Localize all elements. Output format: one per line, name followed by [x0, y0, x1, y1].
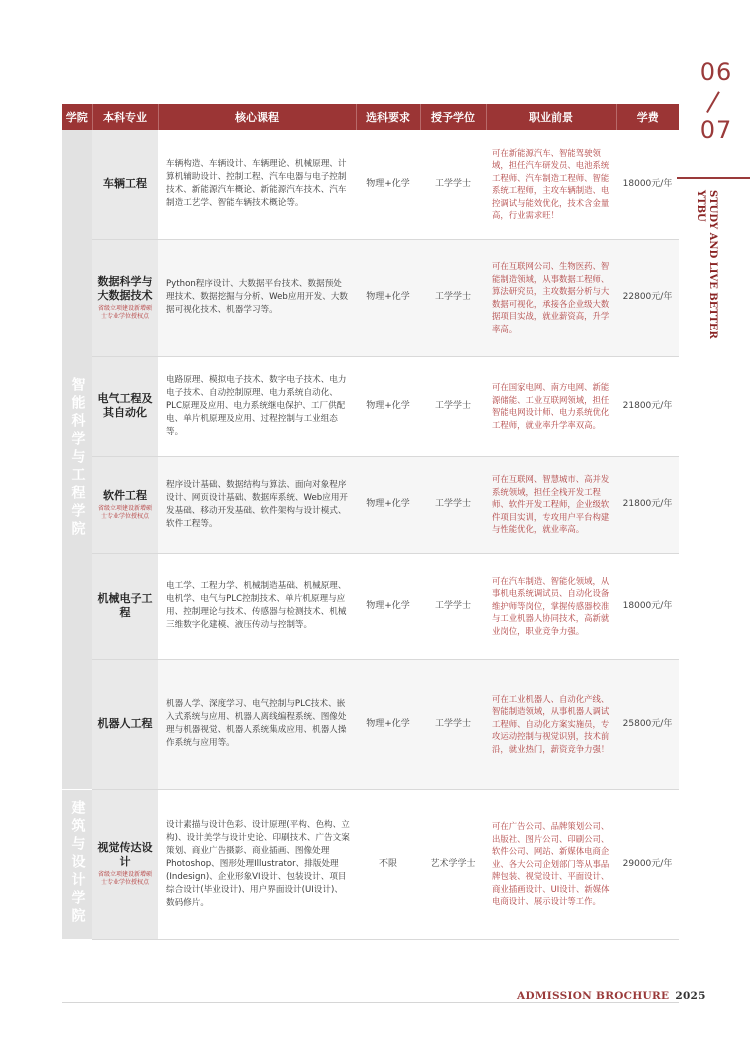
footer	[517, 990, 706, 1002]
table-row	[62, 789, 679, 939]
major-note: 省级立项建设新增硕士专业学位授权点	[97, 871, 152, 886]
header-requirement: 选科要求	[356, 104, 420, 130]
table-row	[62, 456, 679, 553]
header-college: 学院	[62, 104, 92, 130]
major-name: 车辆工程	[103, 177, 147, 191]
requirement-cell: 物理+化学	[356, 456, 420, 553]
footer-divider	[62, 1002, 679, 1003]
header-fee: 学费	[616, 104, 679, 130]
fee-cell: 18000元/年	[616, 553, 679, 659]
major-name: 机械电子工程	[97, 592, 153, 619]
side-text-study: STUDY AND LIVE BETTER	[707, 190, 718, 339]
fee-cell: 25800元/年	[616, 659, 679, 789]
degree-cell: 工学学士	[420, 456, 486, 553]
page-number-left: 06	[699, 58, 733, 86]
degree-cell: 艺术学学士	[420, 789, 486, 939]
table-row	[62, 239, 679, 356]
fee-cell: 22800元/年	[616, 239, 679, 356]
header-major: 本科专业	[92, 104, 158, 130]
side-tagline	[688, 190, 728, 410]
table-row	[62, 356, 679, 456]
degree-cell: 工学学士	[420, 659, 486, 789]
courses-cell: 程序设计基础、数据结构与算法、面向对象程序设计、网页设计基础、数据库系统、Web应用开发基础、移动开发基础、软件架构与设计模式、软件工程等。	[158, 456, 356, 553]
courses-cell: 设计素描与设计色彩、设计原理(平构、色构、立构)、设计美学与设计史论、印刷技术、广告文案策划、商业广告摄影、商业插画、图像处理Photoshop、图形处理Illustrator、排版处理(Indesign)、企业形象VI设计、包装设计、项目综合设计(毕业设计)、用户界面设计(UI设计)、数码修片。	[158, 789, 356, 939]
degree-cell: 工学学士	[420, 130, 486, 239]
requirement-cell: 物理+化学	[356, 130, 420, 239]
major-cell	[92, 239, 158, 356]
career-cell: 可在汽车制造、智能化领域，从事机电系统调试员、自动化设备维护师等岗位，掌握传感器校准与工业机器人协同技术，高新就业岗位，职业竞争力强。	[486, 553, 616, 659]
requirement-cell: 物理+化学	[356, 553, 420, 659]
degree-cell: 工学学士	[420, 553, 486, 659]
footer-label: ADMISSION BROCHURE	[517, 990, 670, 1002]
college-name: 建筑与设计学院	[69, 799, 86, 926]
career-cell: 可在国家电网、南方电网、新能源储能、工业互联网领域，担任智能电网设计师、电力系统优化工程师，就业率升学率双高。	[486, 356, 616, 456]
footer-year: 2025	[675, 990, 706, 1002]
major-cell	[92, 659, 158, 789]
college-cell	[62, 130, 92, 789]
college-cell	[62, 789, 92, 939]
requirement-cell: 物理+化学	[356, 239, 420, 356]
courses-cell: 电工学、工程力学、机械制造基础、机械原理、电机学、电气与PLC控制技术、单片机原理与应用、控制理论与技术、传感器与检测技术、机械三维数字化建模、液压传动与控制等。	[158, 553, 356, 659]
table-row	[62, 553, 679, 659]
fee-cell: 21800元/年	[616, 356, 679, 456]
table-row	[62, 130, 679, 239]
major-name: 数据科学与大数据技术	[97, 274, 153, 302]
major-name: 机器人工程	[97, 717, 153, 730]
major-name: 电气工程及其自动化	[97, 392, 153, 419]
career-cell: 可在广告公司、品牌策划公司、出版社、图片公司、印刷公司、软件公司、网站、新媒体电商企业、各大公司企划部门等从事品牌包装、视觉设计、平面设计、商业插画设计、UI设计、新媒体电商设计、展示设计等工作。	[486, 789, 616, 939]
page-number-divider	[706, 91, 719, 113]
courses-cell: Python程序设计、大数据平台技术、数据预处理技术、数据挖掘与分析、Web应用开发、大数据可视化技术、机器学习等。	[158, 239, 356, 356]
career-cell: 可在新能源汽车、智能驾驶领域，担任汽车研发员、电池系统工程师、汽车制造工程师、智能系统工程师，主攻车辆制造、电控调试与能效优化，技术含金量高，行业需求旺！	[486, 130, 616, 239]
header-career: 职业前景	[486, 104, 616, 130]
header-degree: 授予学位	[420, 104, 486, 130]
degree-cell: 工学学士	[420, 356, 486, 456]
fee-cell: 18000元/年	[616, 130, 679, 239]
fee-cell: 21800元/年	[616, 456, 679, 553]
major-name: 视觉传达设计	[97, 841, 153, 868]
major-note: 省级立项建设新增硕士专业学位授权点	[97, 304, 152, 320]
degree-cell: 工学学士	[420, 239, 486, 356]
major-cell	[92, 356, 158, 456]
side-text-ytbu: YTBU	[695, 190, 706, 222]
major-cell	[92, 789, 158, 939]
page-number-right: 07	[699, 116, 733, 144]
college-name: 智能科学与工程学院	[69, 376, 86, 539]
majors-table	[62, 104, 679, 940]
requirement-cell: 不限	[356, 789, 420, 939]
major-cell	[92, 130, 158, 239]
career-cell: 可在工业机器人、自动化产线、智能制造领域，从事机器人调试工程师、自动化方案实施员，专攻运动控制与视觉识别，技术前沿，就业热门，薪资竞争力强！	[486, 659, 616, 789]
courses-cell: 电路原理、模拟电子技术、数字电子技术、电力电子技术、自动控制原理、电力系统自动化、PLC原理及应用、电力系统继电保护、工厂供配电、单片机原理及应用、过程控制与工业组态等。	[158, 356, 356, 456]
major-note: 省级立项建设新增硕士专业学位授权点	[97, 504, 152, 520]
decorative-line	[677, 177, 750, 179]
courses-cell: 车辆构造、车辆设计、车辆理论、机械原理、计算机辅助设计、控制工程、汽车电器与电子控制技术、新能源汽车概论、新能源汽车技术、汽车制造工艺学、智能车辆技术概论等。	[158, 130, 356, 239]
career-cell: 可在互联网、智慧城市、高并发系统领域，担任全栈开发工程师、软件开发工程师，企业级软件项目实训，专攻用户平台构建与性能优化，就业率高。	[486, 456, 616, 553]
requirement-cell: 物理+化学	[356, 356, 420, 456]
major-cell	[92, 456, 158, 553]
courses-cell: 机器人学、深度学习、电气控制与PLC技术、嵌入式系统与应用、机器人离线编程系统、图像处理与机器视觉、机器人系统集成应用、机器人操作系统与应用等。	[158, 659, 356, 789]
major-cell	[92, 553, 158, 659]
major-name: 软件工程	[103, 488, 147, 502]
header-courses: 核心课程	[158, 104, 356, 130]
table-row	[62, 659, 679, 789]
requirement-cell: 物理+化学	[356, 659, 420, 789]
career-cell: 可在互联网公司、生物医药、智能制造领域，从事数据工程师、算法研究员，主攻数据分析与大数据可视化，承接各企业级大数据项目实战，就业薪资高，升学率高。	[486, 239, 616, 356]
table-header-row	[62, 104, 679, 130]
fee-cell: 29000元/年	[616, 789, 679, 939]
